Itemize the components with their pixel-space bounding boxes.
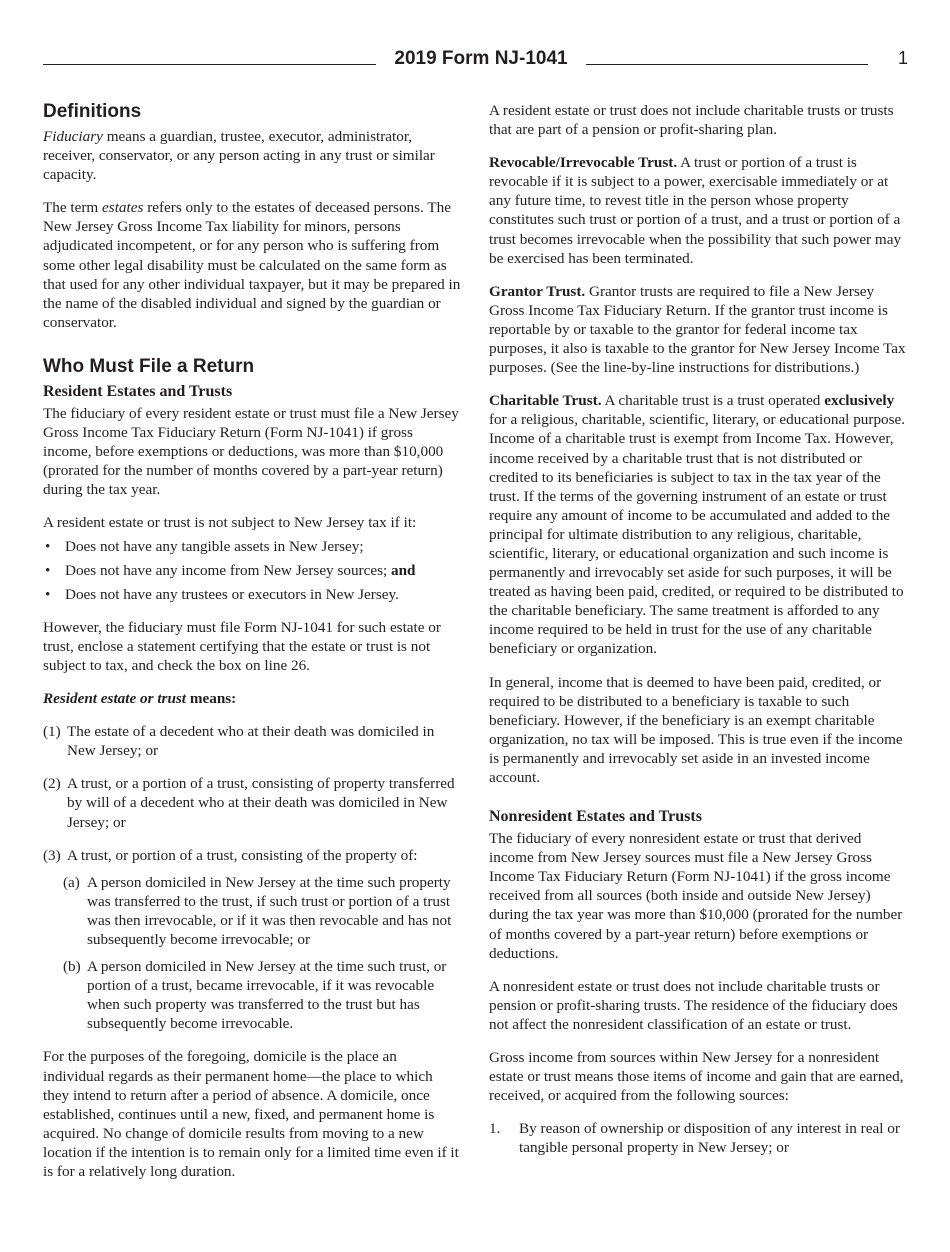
nonresident-exclusion-paragraph: A nonresident estate or trust does not include charitable trusts or pension or profit-sharing trusts. The residence of the fiduciary does not affect the nonresident classification of an estate or trust. [489, 977, 898, 1033]
right-column [489, 101, 907, 1158]
fiduciary-definition [43, 127, 461, 184]
source-list-item: 1. By reason of ownership or disposition of any interest in real or tangible personal property in New Jersey; or [489, 1120, 900, 1157]
definitions-heading: Definitions [43, 101, 142, 122]
page-header [43, 44, 908, 78]
domicile-paragraph: For the purposes of the foregoing, domicile is the place an individual regards as their permanent home—the place to which they intend to return after a period of absence. A domicile, once established, continues until a new, fixed, and permanent home is acquired. No change of domicile results from moving to a new location if the intention is to remain only for a limited time even if it is for a relatively long duration. [43, 1048, 459, 1181]
list-item: • Does not have any trustees or executors in New Jersey. [45, 585, 399, 603]
gross-income-paragraph: Gross income from sources within New Jersey for a nonresident estate or trust means those items of income and gain that are earned, received, or acquired from the following sources: [489, 1049, 904, 1105]
revocable-trust-paragraph: Revocable/Irrevocable Trust. A trust or portion of a trust is revocable if it is subject to a power, exercisable immediately or at any future time, to revest title in the person whose property constitutes such trust or portion of a trust, and a trust or portion of a trust becomes irrevocable when the possibility that such power may be exercised has been terminated. [489, 154, 902, 267]
form-title: 2019 Form NJ-1041 [394, 48, 568, 69]
not-subject-intro: A resident estate or trust is not subject to New Jersey tax if it: [43, 514, 417, 532]
resident-means-label: Resident estate or trust means: [43, 690, 237, 708]
however-paragraph: However, the fiduciary must file Form NJ-1041 for such estate or trust, enclose a statement certifying that the estate or trust is not subject to tax, and check the box on line 26. [43, 618, 441, 674]
numbered-item: (2) A trust, or a portion of a trust, consisting of property transferred by will of a decedent who at their death was domiciled in New Jersey; or [43, 775, 455, 831]
resident-estates-heading: Resident Estates and Trusts [43, 382, 233, 400]
numbered-item: (1) The estate of a decedent who at their death was domiciled in New Jersey; or [43, 723, 435, 760]
grantor-trust-paragraph: Grantor Trust. Grantor trusts are required to file a New Jersey Gross Income Tax Fiduciary Return. If the grantor trust income is reportable by or taxable to the grantor for federal income tax purposes, it also is taxable to the grantor for New Jersey Income Tax purposes. (See the line-by-line instructions for distributions.) [489, 282, 906, 377]
bullet-icon: • [45, 585, 51, 603]
header-rule-left [43, 64, 376, 65]
page-number: 1 [897, 48, 908, 68]
estates-term: estates [102, 199, 144, 217]
estates-definition [43, 198, 461, 332]
charitable-trust-paragraph: Charitable Trust. A charitable trust is a trust operated exclusively for a religious, charitable, scientific, literary, or educational purpose. Income of a charitable trust is exempt from Income Tax. However, income received by a charitable trust that is not distributed or credited to its beneficiaries is subject to tax in the tax year of the trust. If the terms of the governing instrument of an estate or trust require any amount of income to be accumulated and added to the principal for ultimate distribution to any religious, charitable, scientific, literary, or educational organization and such income is permanently and irrevocably set aside for such purposes, it will be treated as having been paid, credited, or required to be distributed to the charitable beneficiary. The same treatment is afforded to any income required to be held in trust for the use of any charitable beneficiary or organization. [489, 392, 906, 658]
who-must-file-heading: Who Must File a Return [43, 355, 255, 377]
resident-filing-requirement: The fiduciary of every resident estate or trust must file a New Jersey Gross Income Tax Fiduciary Return (Form NJ-1041) if gross income, before exemptions or deductions, was more than $10,000 (prorated for the number of months covered by a part-year return) during the tax year. [43, 404, 459, 499]
estates-text-2: refers only to the estates of deceased persons. The New Jersey Gross Income Tax liability for minors, persons adjudicated incompetent, or for any person who is suffering from some other legal disability must be calculated on the same form as that used for any other individual taxpayer, but it may be prepared in the name of the disabled individual and signed by the guardian or conservator. [43, 199, 461, 331]
bullet-icon: • [45, 537, 51, 555]
bullet-icon: • [45, 561, 51, 579]
numbered-item: (3) A trust, or portion of a trust, consisting of the property of: [43, 846, 418, 864]
not-subject-list [43, 537, 461, 604]
nonresident-estates-heading: Nonresident Estates and Trusts [489, 808, 702, 826]
list-item: • Does not have any income from New Jersey sources; and [45, 561, 416, 579]
left-column [43, 101, 461, 1195]
estates-text-1: The term [43, 199, 103, 217]
list-item: • Does not have any tangible assets in New Jersey; [45, 537, 364, 555]
header-rule-right [586, 64, 868, 65]
fiduciary-term: Fiduciary [43, 128, 103, 145]
sub-item: (a) A person domiciled in New Jersey at the time such property was transferred to the trust, if such trust or portion of a trust was then irrevocable, or if it was then revocable and has not subsequently become irrevocable; or [63, 873, 452, 948]
fiduciary-text: means a guardian, trustee, executor, administrator, receiver, conservator, or any person acting in any trust or similar capacity. [43, 128, 435, 184]
charitable-exclusion-paragraph: A resident estate or trust does not include charitable trusts or trusts that are part of a pension or profit-sharing plan. [489, 102, 894, 139]
general-income-paragraph: In general, income that is deemed to have been paid, credited, or required to be distributed to a beneficiary is taxable to such beneficiary. However, if the beneficiary is an exempt charitable organization, no tax will be imposed. This is true even if the income is permanently and irrevocably set aside in an invested income account. [489, 673, 903, 786]
sub-item: (b) A person domiciled in New Jersey at the time such trust, or portion of a trust, became irrevocable, if it was revocable when such property was transferred to the trust but has subsequently become irrevocable. [63, 958, 447, 1033]
nonresident-filing-requirement: The fiduciary of every nonresident estate or trust that derived income from New Jersey sources must file a New Jersey Gross Income Tax Fiduciary Return (Form NJ-1041) if the gross income received from all sources (both inside and outside New Jersey) during the tax year was more than $10,000 (prorated for the number of months covered by a part-year return) before exemptions or deductions. [489, 830, 903, 962]
